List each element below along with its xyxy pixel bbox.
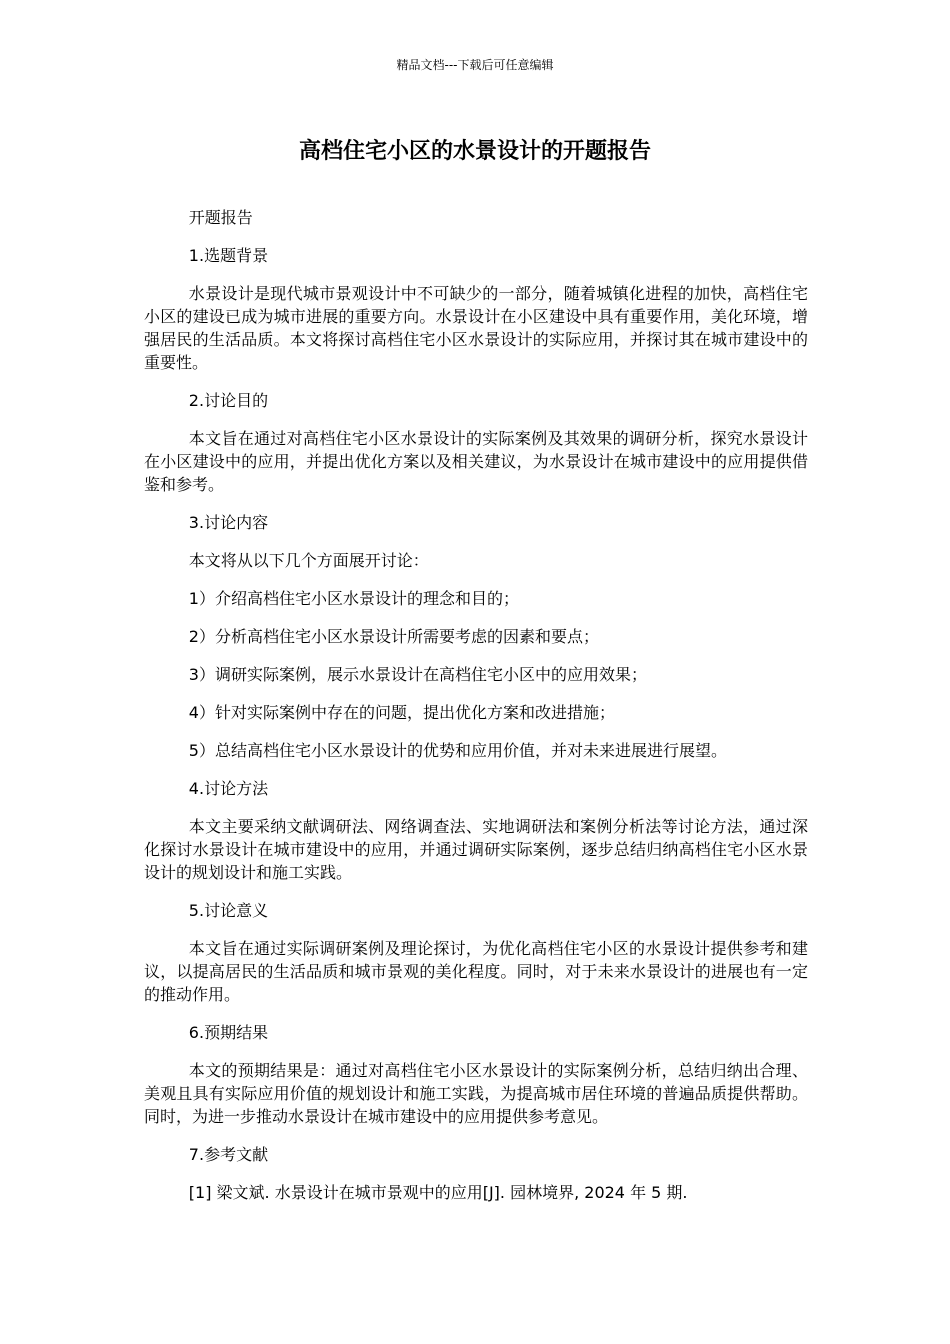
section-heading-content: 3.讨论内容 [188,513,269,532]
section-heading-method: 4.讨论方法 [188,779,269,798]
section-heading-significance: 5.讨论意义 [188,901,269,920]
section-heading-expected-results: 6.预期结果 [188,1023,269,1042]
paragraph-background: 水景设计是现代城市景观设计中不可缺少的一部分，随着城镇化进程的加快，高档住宅小区的建设已成为城市进展的重要方向。水景设计在小区建设中具有重要作用，美化环境，增强居民的生活品质。本文将探讨高档住宅小区水景设计的实际应用，并探讨其在城市建设中的重要性。 [144,284,808,372]
section-heading-purpose: 2.讨论目的 [188,391,269,410]
list-item: 3）调研实际案例，展示水景设计在高档住宅小区中的应用效果； [188,665,647,684]
list-item: 2）分析高档住宅小区水景设计所需要考虑的因素和要点； [188,627,599,646]
paragraph-significance: 本文旨在通过实际调研案例及理论探讨，为优化高档住宅小区的水景设计提供参考和建议，以提高居民的生活品质和城市景观的美化程度。同时，对于未来水景设计的进展也有一定的推动作用。 [144,939,808,1004]
header-note: 精品文档---下载后可任意编辑 [396,58,554,72]
paragraph-method: 本文主要采纳文献调研法、网络调查法、实地调研法和案例分析法等讨论方法，通过深化探讨水景设计在城市建设中的应用，并通过调研实际案例，逐步总结归纳高档住宅小区水景设计的规划设计和施工实践。 [144,817,808,882]
list-item: 4）针对实际案例中存在的问题，提出优化方案和改进措施； [188,703,615,722]
document-body [144,206,808,1219]
list-item: 5）总结高档住宅小区水景设计的优势和应用价值，并对未来进展进行展望。 [188,741,727,760]
document-title: 高档住宅小区的水景设计的开题报告 [298,139,651,164]
reference-item: [1] 梁文斌. 水景设计在城市景观中的应用[J]. 园林境界, 2024 年 5 期. [188,1183,688,1202]
paragraph-content-intro: 本文将从以下几个方面展开讨论： [188,551,429,570]
paragraph-expected-results: 本文的预期结果是：通过对高档住宅小区水景设计的实际案例分析，总结归纳出合理、美观且具有实际应用价值的规划设计和施工实践，为提高城市居住环境的普遍品质提供帮助。同时，为进一步推动水景设计在城市建设中的应用提供参考意见。 [144,1061,808,1126]
report-label: 开题报告 [188,208,253,227]
list-item: 1）介绍高档住宅小区水景设计的理念和目的； [188,589,519,608]
paragraph-purpose: 本文旨在通过对高档住宅小区水景设计的实际案例及其效果的调研分析，探究水景设计在小区建设中的应用，并提出优化方案以及相关建议，为水景设计在城市建设中的应用提供借鉴和参考。 [144,429,808,494]
section-heading-references: 7.参考文献 [188,1145,269,1164]
section-heading-background: 1.选题背景 [188,246,269,265]
